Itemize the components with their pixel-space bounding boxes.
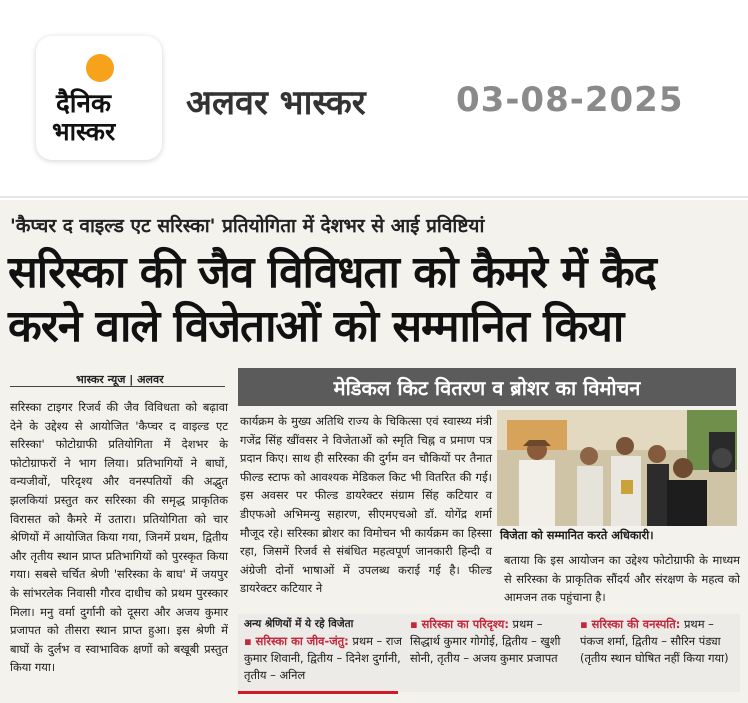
article-column-3: बताया कि इस आयोजन का उद्देश्य फोटोग्राफी के माध्यम से सरिस्का के प्राकृतिक सौंदर्य और संरक्षण के महत्व को आमजन तक पहुंचाना है। xyxy=(504,553,740,605)
red-underline xyxy=(238,691,398,694)
byline: भास्कर न्यूज | अलवर xyxy=(76,373,164,386)
logo-text-bottom: भास्कर xyxy=(52,117,116,146)
article-headline xyxy=(8,246,743,354)
edition-title: अलवर भास्कर xyxy=(186,83,366,123)
article-kicker: 'कैप्चर द वाइल्ड एट सरिस्का' प्रतियोगिता में देशभर से आई प्रविष्टियां xyxy=(10,215,485,237)
winners-category-flora xyxy=(580,616,736,667)
edition-date: 03-08-2025 xyxy=(456,80,684,120)
headline-line-2: करने वाले विजेताओं को सम्मानित किया xyxy=(8,301,624,352)
logo-text-top: दैनिक xyxy=(56,89,111,119)
winners-box xyxy=(238,614,740,692)
subhead-banner xyxy=(238,368,736,406)
winners-category-landscape xyxy=(410,616,572,667)
winners-box-title: अन्य श्रेणियों में ये रहे विजेता xyxy=(244,618,354,630)
photo-illustration xyxy=(497,410,737,526)
article-column-2: कार्यक्रम के मुख्य अतिथि राज्य के चिकित्सा एवं स्वास्थ्य मंत्री गजेंद्र सिंह खींवसर ने विजेताओं को स्मृति चिह्न व प्रमाण पत्र प्रदान किए। साथ ही सरिस्का की दुर्गम वन चौकियों पर तैनात फील्ड स्टाफ को आवश्यक मेडिकल किट भी वितरित की गई। इस अवसर पर फील्ड डायरेक्टर संग्राम सिंह कटियार व डीएफओ अभिमन्यु सहारण, सीएमएचओ डॉ. योगेंद्र शर्मा मौजूद रहे। सरिस्का ब्रोशर का विमोचन भी कार्यक्रम का हिस्सा रहा, जिसमें रिजर्व से संबंधित महत्वपूर्ण जानकारी हिन्दी व अंग्रेजी दोनों भाषाओं में उपलब्ध कराई गई है। फील्ड डायरेक्टर कटियार ने xyxy=(240,414,492,596)
flora-winners: प्रथम – पंकज शर्मा, द्वितीय – सौरिन पंड्या (तृतीय स्थान घोषित नहीं किया गया) xyxy=(580,617,729,665)
sun-icon xyxy=(86,54,114,82)
header-divider xyxy=(0,196,748,198)
photo-caption: विजेता को सम्मानित करते अधिकारी। xyxy=(500,528,654,542)
dainik-bhaskar-logo[interactable] xyxy=(36,36,162,160)
byline-rule xyxy=(10,386,225,387)
flora-label: ▪ सरिस्का की वनस्पति: xyxy=(580,617,681,631)
winners-category-wildlife xyxy=(244,616,404,684)
landscape-label: ▪ सरिस्का का परिदृश्य: xyxy=(410,617,509,631)
landscape-winners: प्रथम – सिद्धार्थ कुमार गोगोई, द्वितीय – खुशी सोनी, तृतीय – अजय कुमार प्रजापत xyxy=(410,617,561,665)
article-column-1: सरिस्का टाइगर रिजर्व की जैव विविधता को बढ़ावा देने के उद्देश्य से आयोजित 'कैप्चर द वाइल्ड एट सरिस्का' फोटोग्राफी प्रतियोगिता में देशभर के फोटोग्राफरों ने भाग लिया। प्रतिभागियों ने बाघों, वन्यजीवों, परिदृश्य और वनस्पतियों की अद्भुत झलकियां प्रस्तुत कर सरिस्का की समृद्ध प्राकृतिक विरासत को कैमरे में उतारा। प्रतियोगिता को चार श्रेणियों में आयोजित किया गया, जिनमें प्रथम, द्वितीय और तृतीय स्थान प्राप्त प्रतिभागियों को पुरस्कृत किया गया। सबसे चर्चित श्रेणी 'सरिस्का के बाघ' में जयपुर के सांभरलेक निवासी गौरव दाधीच को प्रथम पुरस्कार मिला। मनु वर्मा दुर्गानी को दूसरा और अजय कुमार प्रजापत को तीसरा स्थान प्राप्त हुआ। इस श्रेणी में बाघों के दुर्लभ व स्वाभाविक क्षणों को बखूबी प्रस्तुत किया गया। xyxy=(10,400,228,675)
award-ceremony-photo xyxy=(497,410,737,526)
wildlife-label: ▪ सरिस्का का जीव-जंतु: xyxy=(244,634,349,648)
wildlife-winners: प्रथम – राज कुमार शिवानी, द्वितीय – दिनेश दुर्गानी, तृतीय – अनिल xyxy=(244,634,402,682)
headline-line-1: सरिस्का की जैव विविधता को कैमरे में कैद xyxy=(8,247,656,298)
subhead-text: मेडिकल किट वितरण व ब्रोशर का विमोचन xyxy=(333,376,641,400)
page-header xyxy=(0,0,748,195)
